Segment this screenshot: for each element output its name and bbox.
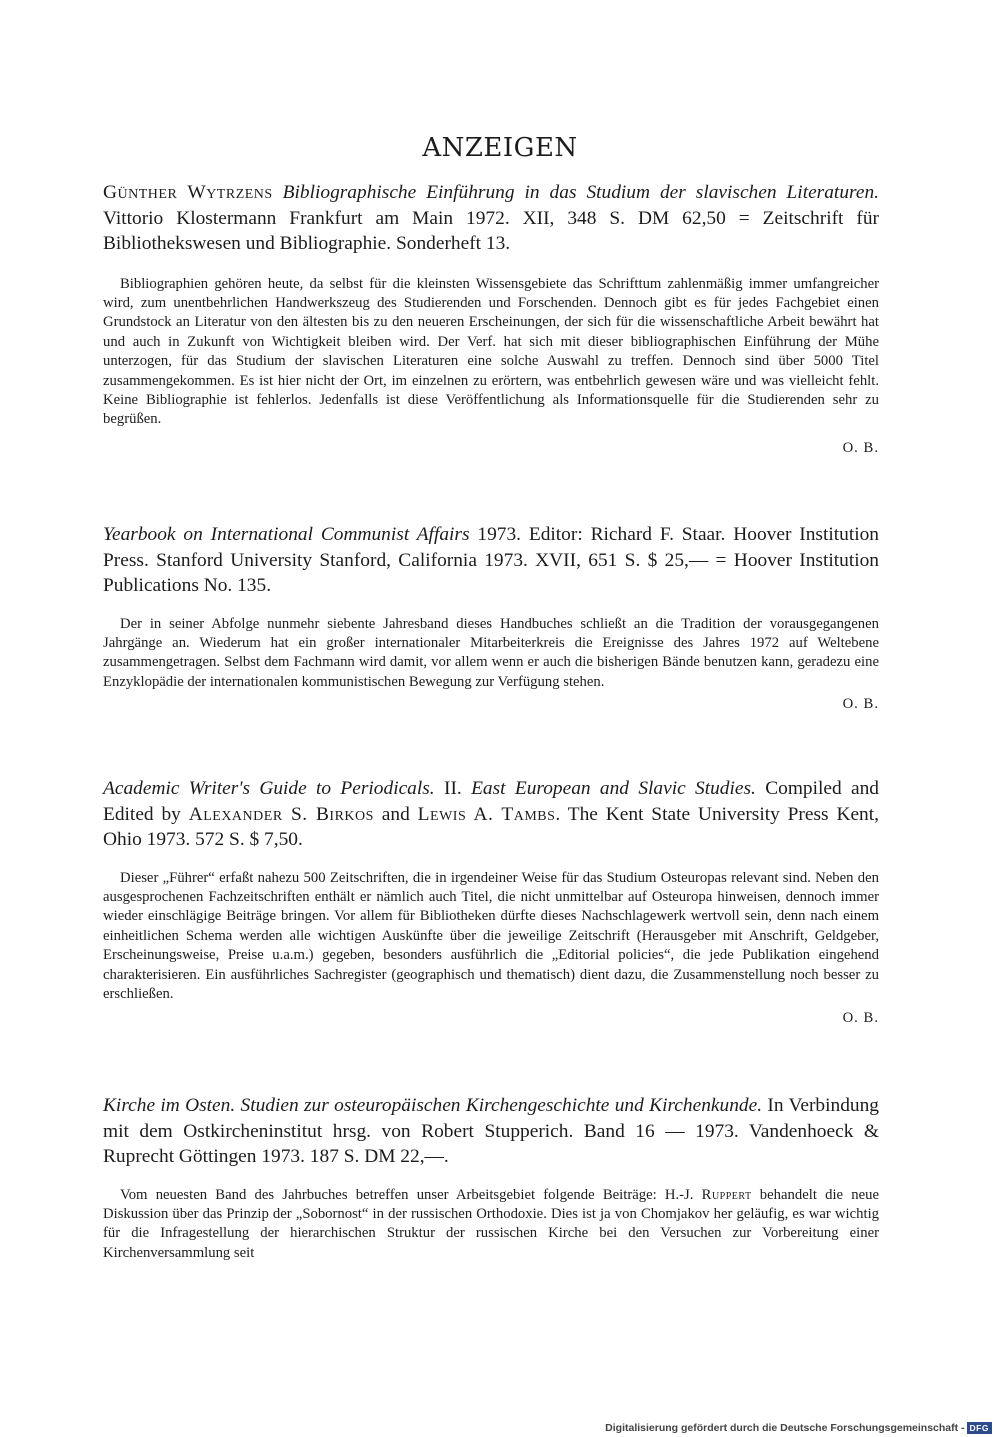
review-prefix: Vom neuesten Band des Jahrbuches betreffen unser Arbeitsgebiet folgende Beiträge: H.-J.: [120, 1186, 702, 1203]
review-entry: [103, 1093, 879, 1263]
review-body: behandelt die neue Diskussion über das Prinzip der „Sobornost“ in der russischen Orthodoxie. Dies ist ja von Chomjakov her geläufig, es war wichtig für die Infragestellung der hierarchischen Struktur der russischen Kirche bei den Versuchen zur Vorbereitung einer Kirchenversammlung seit: [103, 1186, 879, 1261]
reviewer-signature: O. B.: [842, 696, 879, 713]
reviewer-signature: O. B.: [842, 439, 879, 456]
citation: [103, 180, 879, 257]
review-text: Dieser „Führer“ erfaßt nahezu 500 Zeitschriften, die in irgendeiner Weise für das Studium Osteuropas relevant sind. Neben den ausgesprochenen Fachzeitschriften enthält er nämlich auch Titel, die nicht unmittelbar auf Osteuropa hinweisen, dennoch immer wieder einschlägige Beiträge bringen. Vor allem für Bibliotheken dürfte dieses Nachschlagewerk wertvoll sein, denn nach einem einheitlichen Schema werden alle wichtigen Auskünfte über die jeweilige Zeitschrift (Herausgeber mit Anschrift, Geldgeber, Erscheinungsweise, Preise u.a.m.) gegeben, besonders ausführlich die „Editorial policies“, die jede Publikation eingehend charakterisieren. Ein ausführliches Sachregister (geographisch und thematisch) dient dazu, die Zusammenstellung noch besser zu erschließen.: [103, 869, 879, 1002]
publication-info: 1973. Editor: Richard F. Staar. Hoover Institution Press. Stanford University Stanford, California 1973. XVII, 651 S. $ 25,— = Hoover Institution Publications No. 135.: [103, 524, 879, 596]
book-title: Bibliographische Einführung in das Studium der slavischen Literaturen.: [282, 182, 879, 203]
digitization-footer: [605, 1421, 992, 1435]
review-author-name: Ruppert: [701, 1186, 752, 1203]
book-title: Kirche im Osten. Studien zur osteuropäischen Kirchengeschichte und Kirchenkunde.: [103, 1095, 763, 1116]
page-title: ANZEIGEN: [422, 133, 578, 164]
author-name: Günther Wytrzens: [103, 182, 273, 203]
publication-prefix: Compiled and Edited by: [103, 778, 879, 825]
review-entry: [103, 776, 879, 1027]
book-title: Yearbook on International Communist Affairs: [103, 524, 470, 545]
part-number: II.: [434, 778, 472, 799]
editor-name: Lewis A. Tambs: [417, 803, 556, 825]
book-title: Academic Writer's Guide to Periodicals.: [103, 778, 435, 799]
footer-text: Digitalisierung gefördert durch die Deutsche Forschungsgemeinschaft -: [605, 1422, 965, 1434]
citation: [103, 522, 879, 599]
publication-info: . The Kent State University Press Kent, Ohio 1973. 572 S. $ 7,50.: [103, 803, 879, 850]
book-subtitle: East European and Slavic Studies.: [471, 778, 756, 799]
review-entry: [103, 522, 879, 713]
conjunction: and: [373, 803, 418, 825]
review-entry: [103, 180, 879, 457]
review-text: Der in seiner Abfolge nunmehr siebente Jahresband dieses Handbuches schließt an die Tradition der vorausgegangenen Jahrgänge an. Wiederum hat ein großer internationaler Mitarbeiterkreis die Ereignisse des Jahres 1972 auf Weltebene zusammengetragen. Selbst dem Fachmann wird damit, vor allem wenn er auch die bisherigen Bände benutzen kann, geradezu eine Enzyklopädie der internationalen kommunistischen Bewegung zur Verfügung stehen.: [103, 615, 879, 690]
citation: [103, 1093, 879, 1170]
dfg-logo-icon: DFG: [967, 1422, 992, 1434]
reviewer-signature: O. B.: [842, 1010, 879, 1027]
publication-info: In Verbindung mit dem Ostkircheninstitut hrsg. von Robert Stupperich. Band 16 — 1973. Vandenhoeck & Ruprecht Göttingen 1973. 187 S. DM 22,—.: [103, 1095, 879, 1167]
citation: [103, 776, 879, 853]
review-text: Bibliographien gehören heute, da selbst für die kleinsten Wissensgebiete das Schrifttum zahlenmäßig immer umfangreicher wird, zum unentbehrlichen Handwerkszeug des Studierenden und Forschenden. Dennoch gibt es für jedes Fachgebiet einen Grundstock an Literatur von den ältesten bis zu den neueren Erscheinungen, der sich für die wissenschaftliche Arbeit bewährt hat und auch in Zukunft von Wichtigkeit bleiben wird. Der Verf. hat sich mit dieser bibliographischen Einführung der Mühe unterzogen, für das Studium der slavischen Literaturen eine solche Auswahl zu treffen. Dennoch sind über 5000 Titel zusammengekommen. Es ist hier nicht der Ort, im einzelnen zu erörtern, was entbehrlich gewesen wäre und was vielleicht fehlt. Keine Bibliographie ist fehlerlos. Jedenfalls ist diese Veröffentlichung als Informationsquelle für die Studierenden sehr zu begrüßen.: [103, 275, 879, 428]
review-text: [103, 1186, 879, 1264]
publication-info: Vittorio Klostermann Frankfurt am Main 1972. XII, 348 S. DM 62,50 = Zeitschrift für Bibliothekswesen und Bibliographie. Sonderheft 13.: [103, 207, 879, 254]
editor-name: Alexander S. Birkos: [188, 803, 374, 825]
